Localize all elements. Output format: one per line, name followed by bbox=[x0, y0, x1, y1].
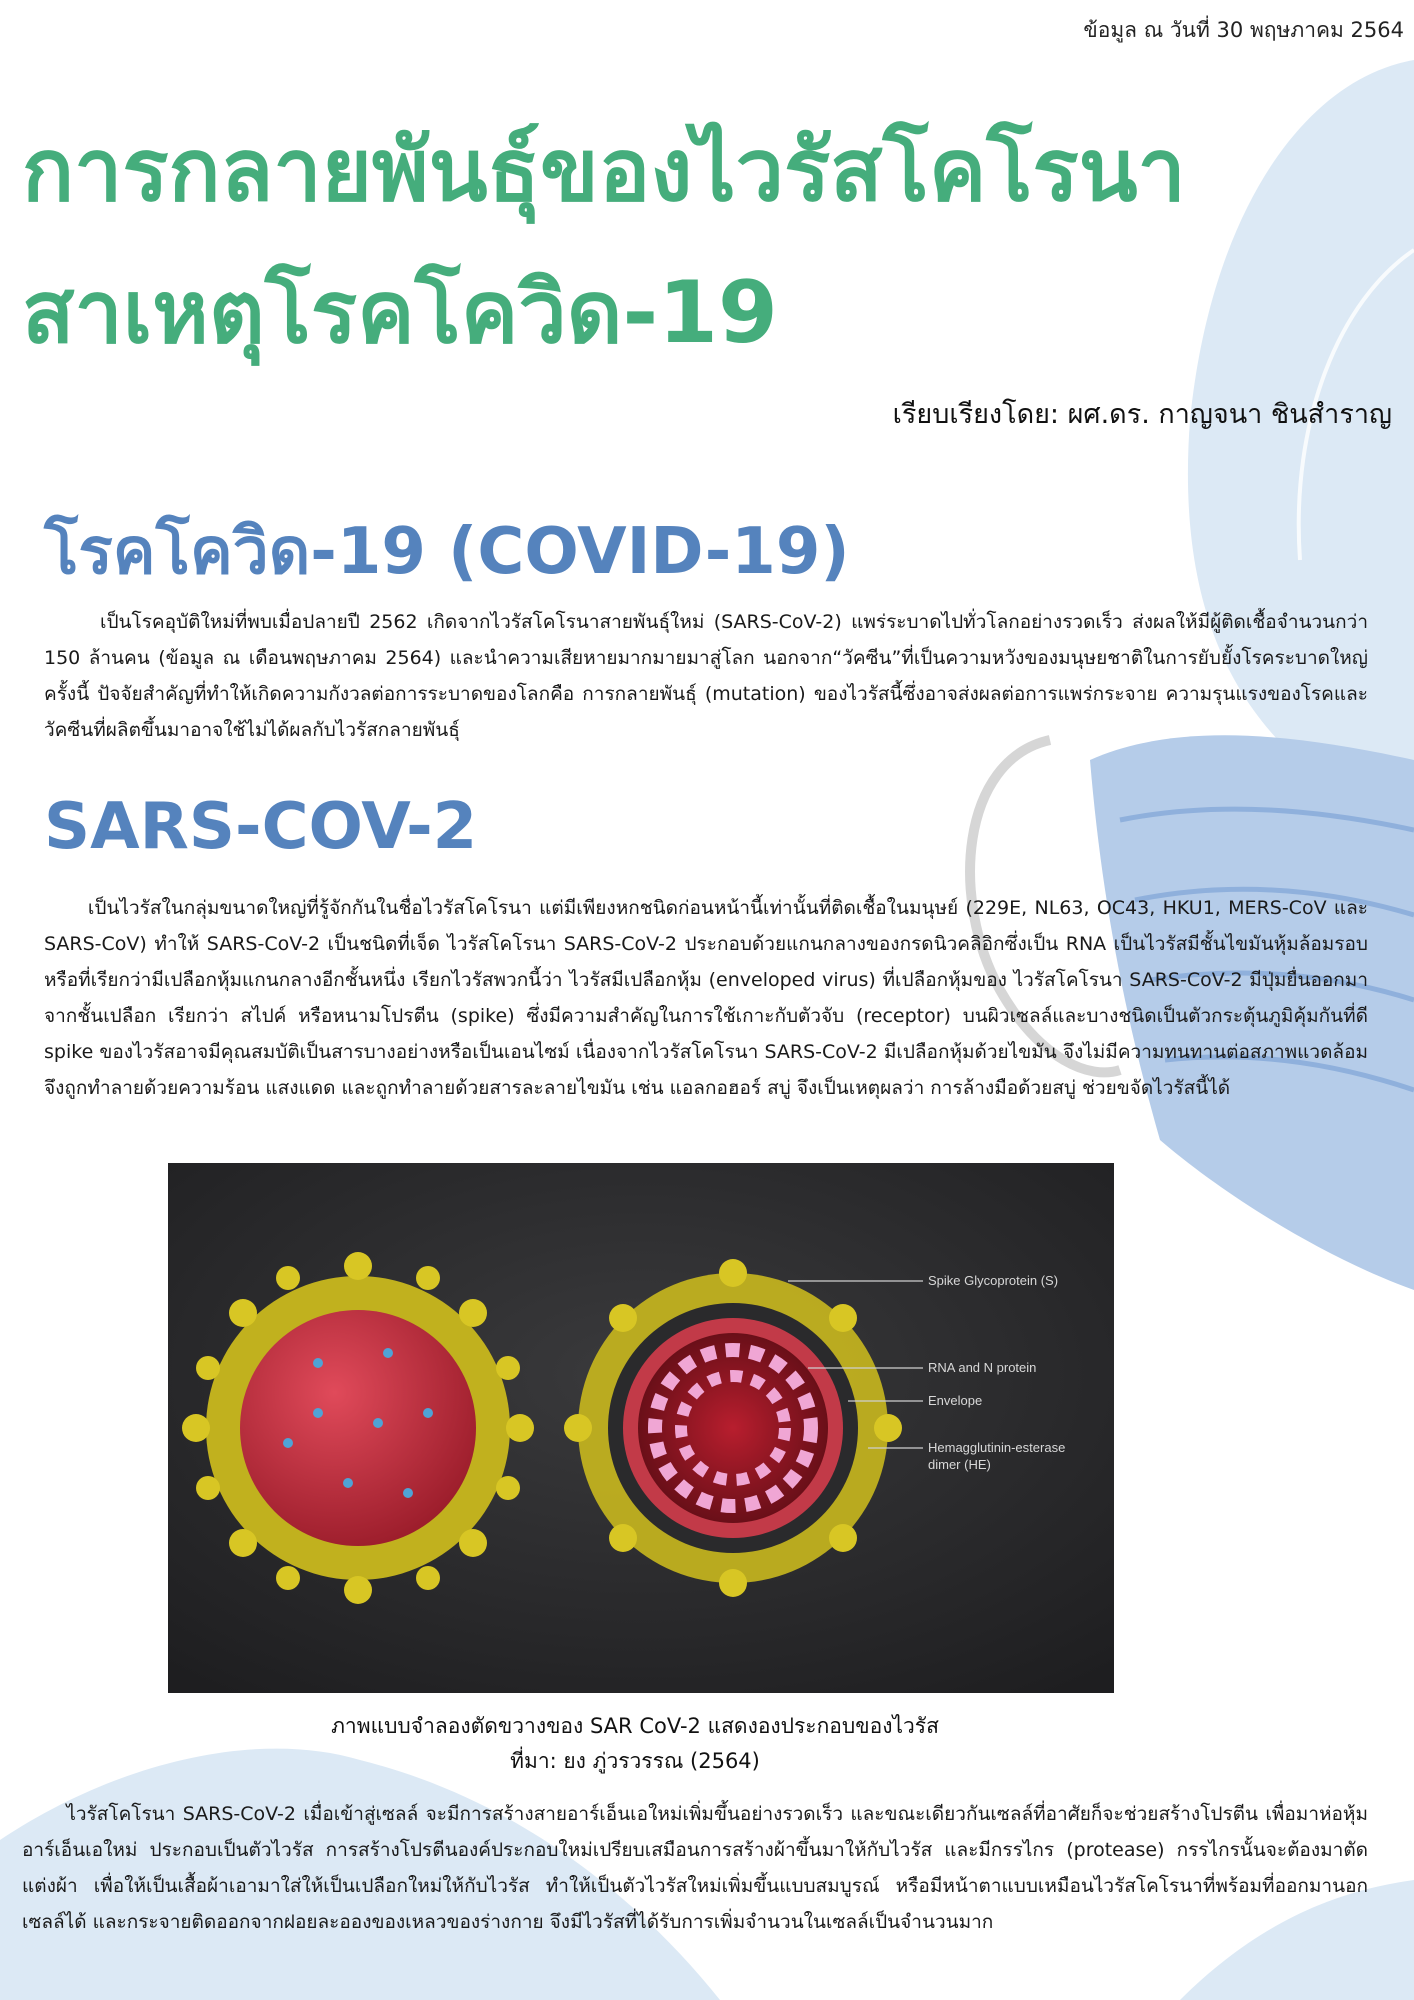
figure-caption: ภาพแบบจำลองตัดขวางของ SAR CoV-2 แสดงองประกอบของไวรัส bbox=[331, 1714, 939, 1738]
author-line: เรียบเรียงโดย: ผศ.ดร. กาญจนา ชินสำราญ bbox=[892, 399, 1392, 430]
virus-whole-model bbox=[182, 1252, 534, 1604]
heading-covid19: โรคโควิด-19 (COVID-19) bbox=[44, 515, 850, 589]
title-line-2: สาเหตุโรคโควิด-19 bbox=[22, 263, 778, 363]
paragraph-covid19: เป็นโรคอุบัติใหม่ที่พบเมื่อปลายปี 2562 เกิดจากไวรัสโคโรนาสายพันธุ์ใหม่ (SARS-CoV-2) แพร่ระบาดไปทั่วโลกอย่างรวดเร็ว ส่งผลให้มีผู้ติดเชื้อจำนวนกว่า 150 ล้านคน (ข้อมูล ณ เดือนพฤษภาคม 2564) และนำความเสียหายมากมายมาสู่โลก นอกจาก“วัคซีน”ที่เป็นความหวังของมนุษยชาติในการยับยั้งโรคระบาดใหญ่ครั้งนี้ ปัจจัยสำคัญที่ทำให้เกิดความกังวลต่อการระบาดของโลกคือ การกลายพันธุ์ (mutation) ของไวรัสนี้ซึ่งอาจส่งผลต่อการแพร่กระจาย ความรุนแรงของโรคและวัคซีนที่ผลิตขึ้นมาอาจใช้ไม่ได้ผลกับไวรัสกลายพันธุ์ bbox=[44, 611, 1368, 741]
virus-cross-section-model bbox=[564, 1259, 902, 1597]
label-he-line2: dimer (HE) bbox=[928, 1457, 991, 1472]
paragraph-replication: ไวรัสโคโรนา SARS-CoV-2 เมื่อเข้าสู่เซลล์ จะมีการสร้างสายอาร์เอ็นเอใหม่เพิ่มขึ้นอย่างรวดเร็ว และขณะเดียวกันเซลล์ที่อาศัยก็จะช่วยสร้างโปรตีน เพื่อมาห่อหุ้มอาร์เอ็นเอใหม่ ประกอบเป็นตัวไวรัส การสร้างโปรตีนองค์ประกอบใหม่เปรียบเสมือนการสร้างผ้าขึ้นมาให้กับไวรัส และมีกรรไกร (protease) กรรไกรนั้นจะต้องมาตัดแต่งผ้า เพื่อให้เป็นเสื้อผ้าเอามาใส่ให้เป็นเปลือกใหม่ให้กับไวรัส ทำให้เป็นตัวไวรัสใหม่เพิ่มขึ้นแบบสมบูรณ์ หรือมีหน้าตาแบบเหมือนไวรัสโคโรนาที่พร้อมที่ออกมานอกเซลล์ได้ และกระจายติดออกจากฝอยละอองของเหลวของร่างกาย จึงมีไวรัสที่ได้รับการเพิ่มจำนวนในเซลล์เป็นจำนวนมาก bbox=[22, 1803, 1368, 1933]
heading-sars-cov-2: SARS-COV-2 bbox=[44, 790, 478, 864]
figure-source: ที่มา: ยง ภู่วรวรรณ (2564) bbox=[510, 1749, 760, 1773]
label-rna: RNA and N protein bbox=[928, 1360, 1037, 1375]
label-spike: Spike Glycoprotein (S) bbox=[928, 1273, 1059, 1288]
title-line-1: การกลายพันธุ์ของไวรัสโคโรนา bbox=[22, 121, 1186, 221]
virus-cross-section-figure bbox=[168, 1163, 1114, 1693]
paragraph-sars-cov-2: เป็นไวรัสในกลุ่มขนาดใหญ่ที่รู้จักกันในชื่อไวรัสโคโรนา แต่มีเพียงหกชนิดก่อนหน้านี้เท่านั้นที่ติดเชื้อในมนุษย์ (229E, NL63, OC43, HKU1, MERS-CoV และ SARS-CoV) ทำให้ SARS-CoV-2 เป็นชนิดที่เจ็ด ไวรัสโคโรนา SARS-CoV-2 ประกอบด้วยแกนกลางของกรดนิวคลิอิกซึ่งเป็น RNA เป็นไวรัสมีชั้นไขมันหุ้มล้อมรอบ หรือที่เรียกว่ามีเปลือกหุ้มแกนกลางอีกชั้นหนึ่ง เรียกไวรัสพวกนี้ว่า ไวรัสมีเปลือกหุ้ม (enveloped virus) ที่เปลือกหุ้มของ ไวรัสโคโรนา SARS-CoV-2 มีปุ่มยื่นออกมาจากชั้นเปลือก เรียกว่า สไปค์ หรือหนามโปรตีน (spike) ซึ่งมีความสำคัญในการใช้เกาะกับตัวจับ (receptor) บนผิวเซลล์และบางชนิดเป็นตัวกระตุ้นภูมิคุ้มกันที่ดี spike ของไวรัสอาจมีคุณสมบัติเป็นสารบางอย่างหรือเป็นเอนไซม์ เนื่องจากไวรัสโคโรนา SARS-CoV-2 มีเปลือกหุ้มด้วยไขมัน จึงไม่มีความทนทานต่อสภาพแวดล้อม จึงถูกทำลายด้วยความร้อน แสงแดด และถูกทำลายด้วยสารละลายไขมัน เช่น แอลกอฮอร์ สบู่ จึงเป็นเหตุผลว่า การล้างมือด้วยสบู่ ช่วยขจัดไวรัสนี้ได้ bbox=[44, 897, 1368, 1099]
date-line: ข้อมูล ณ วันที่ 30 พฤษภาคม 2564 bbox=[1083, 18, 1404, 42]
page-title bbox=[22, 100, 1402, 384]
label-envelope: Envelope bbox=[928, 1393, 983, 1408]
label-he-line1: Hemagglutinin-esterase bbox=[928, 1440, 1066, 1455]
